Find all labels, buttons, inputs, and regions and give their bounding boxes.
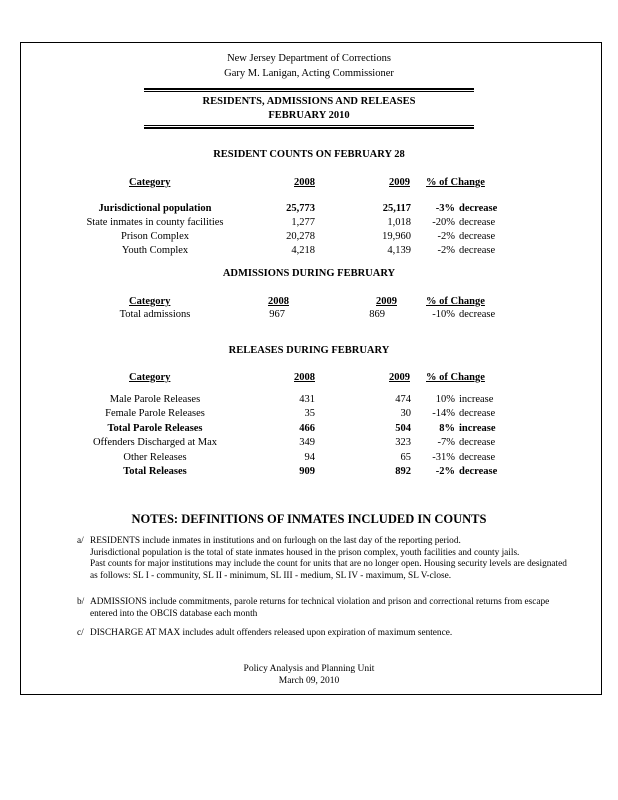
row-value-2008: 349 — [299, 437, 315, 449]
footer-date: March 09, 2010 — [278, 676, 340, 686]
report-period: FEBRUARY 2010 — [268, 110, 350, 121]
row-change-pct: -20% — [432, 217, 455, 228]
note-b-marker: b/ — [77, 597, 85, 607]
residents-section-title: RESIDENT COUNTS ON FEBRUARY 28 — [213, 149, 405, 160]
note-b-text — [90, 597, 549, 620]
report-title: RESIDENTS, ADMISSIONS AND RELEASES — [202, 96, 416, 107]
releases-section-title: RELEASES DURING FEBRUARY — [228, 345, 390, 356]
row-change-direction: decrease — [459, 217, 496, 228]
note-b-line: entered into the OBCIS database each month — [90, 608, 258, 619]
row-change-direction: increase — [459, 394, 494, 405]
col-2008: 2008 — [268, 296, 289, 307]
note-c-text — [90, 628, 452, 640]
header-rule-bottom-inner — [144, 125, 474, 126]
col-change: % of Change — [426, 177, 485, 188]
note-a-text — [90, 536, 567, 582]
row-change-direction: decrease — [459, 231, 496, 242]
row-change-direction: decrease — [459, 408, 496, 420]
row-value-2009: 65 — [400, 451, 411, 463]
row-change-pct: 10% — [435, 394, 455, 405]
row-change-direction: increase — [459, 422, 496, 434]
row-value-2008: 1,277 — [291, 217, 315, 228]
note-c-line: DISCHARGE AT MAX includes adult offenders released upon expiration of maximum sentence. — [90, 628, 453, 638]
row-category: Male Parole Releases — [109, 394, 201, 405]
note-a-line: Past counts for major institutions may include the count for units that are no longer open. Housing security levels are designated — [90, 559, 567, 570]
row-change-direction: decrease — [459, 451, 496, 463]
commissioner-name: Gary M. Lanigan, Acting Commissioner — [224, 68, 394, 79]
row-change-pct: -2% — [437, 245, 455, 256]
row-category: Jurisdictional population — [98, 203, 212, 214]
row-change-direction: decrease — [459, 466, 498, 477]
row-value-2008: 967 — [269, 309, 285, 320]
dept-name: New Jersey Department of Corrections — [227, 53, 391, 64]
row-change-pct: -7% — [437, 437, 455, 449]
row-value-2009: 323 — [395, 437, 411, 449]
notes-title: NOTES: DEFINITIONS OF INMATES INCLUDED IN COUNTS — [131, 512, 487, 526]
col-2008: 2008 — [294, 177, 315, 188]
col-2009: 2009 — [389, 177, 410, 188]
row-value-2008: 20,278 — [286, 231, 315, 242]
header-rule-top — [144, 88, 474, 90]
row-value-2008: 35 — [304, 408, 315, 420]
col-category: Category — [129, 372, 171, 383]
row-value-2008: 466 — [299, 422, 315, 434]
row-value-2009: 4,139 — [387, 245, 411, 256]
row-value-2008: 4,218 — [291, 245, 315, 256]
row-category: Youth Complex — [121, 245, 189, 256]
row-value-2008: 94 — [304, 451, 315, 463]
row-change-direction: decrease — [459, 309, 496, 320]
row-change-direction: decrease — [459, 203, 498, 214]
note-c-marker: c/ — [77, 628, 84, 638]
col-2009: 2009 — [389, 372, 410, 383]
row-category: Prison Complex — [121, 231, 189, 242]
row-category: Total Parole Releases — [107, 422, 203, 434]
col-change: % of Change — [426, 372, 485, 383]
col-2009: 2009 — [376, 296, 397, 307]
row-category: Total Releases — [123, 466, 187, 477]
row-value-2008: 909 — [299, 466, 315, 477]
row-change-pct: 8% — [439, 422, 455, 434]
row-change-pct: -10% — [432, 309, 455, 320]
row-value-2009: 504 — [395, 422, 411, 434]
note-a-line: Jurisdictional population is the total of state inmates housed in the prison complex, youth facilities and county jails. — [90, 547, 520, 558]
row-category: Female Parole Releases — [105, 408, 205, 420]
row-change-pct: -2% — [437, 231, 455, 242]
row-category: Total admissions — [119, 309, 191, 320]
note-b-line: ADMISSIONS include commitments, parole returns for technical violation and prison and correctional returns from escape — [90, 597, 550, 607]
row-change-pct: -14% — [432, 408, 455, 420]
note-a-marker: a/ — [77, 536, 84, 546]
row-category: State inmates in county facilities — [86, 217, 224, 228]
note-a-line: as follows: SL I - community, SL II - minimum, SL III - medium, SL IV - maximum, SL V-close. — [90, 570, 452, 581]
row-change-direction: decrease — [459, 245, 496, 256]
row-value-2009: 30 — [400, 408, 411, 420]
row-change-direction: decrease — [459, 437, 496, 449]
admissions-section-title: ADMISSIONS DURING FEBRUARY — [222, 268, 396, 279]
col-category: Category — [129, 177, 171, 188]
row-value-2009: 1,018 — [387, 217, 411, 228]
row-value-2009: 25,117 — [382, 203, 411, 214]
row-category: Other Releases — [123, 451, 187, 463]
col-category: Category — [129, 296, 171, 307]
row-change-pct: -3% — [435, 203, 455, 214]
row-value-2009: 474 — [395, 394, 411, 405]
header-rule-top-inner — [144, 91, 474, 92]
note-a-line: RESIDENTS include inmates in institutions and on furlough on the last day of the reporting period. — [90, 536, 461, 546]
row-change-pct: -2% — [435, 466, 455, 477]
col-change: % of Change — [426, 296, 485, 307]
row-value-2009: 892 — [395, 466, 411, 477]
row-value-2009: 869 — [369, 309, 385, 320]
header-rule-bottom — [144, 127, 474, 129]
row-change-pct: -31% — [432, 451, 455, 463]
row-value-2008: 25,773 — [286, 203, 315, 214]
row-value-2008: 431 — [299, 394, 315, 405]
col-2008: 2008 — [294, 372, 315, 383]
footer-unit: Policy Analysis and Planning Unit — [243, 664, 375, 674]
row-category: Offenders Discharged at Max — [92, 437, 218, 449]
row-value-2009: 19,960 — [382, 231, 411, 242]
